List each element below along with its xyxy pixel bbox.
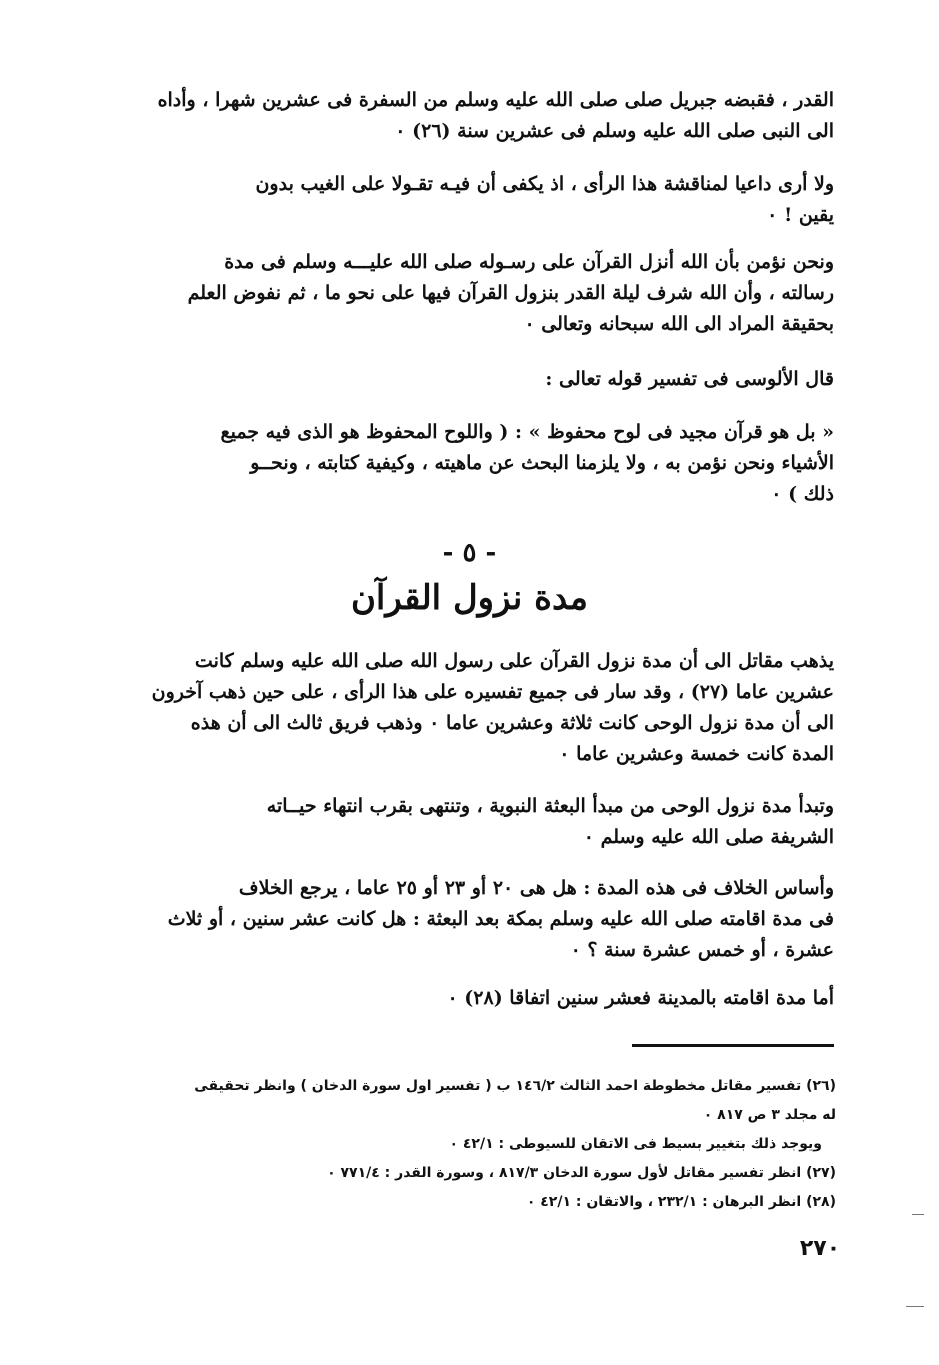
paragraph-3 [92,247,834,340]
paragraph-4 [92,364,834,395]
footnote-line: له مجلد ٣ ص ٨١٧ ٠ [703,1107,836,1123]
text-line: ذلك ) ٠ [771,483,834,505]
text-line: يقين ! ٠ [767,204,834,226]
text-line: ولا أرى داعيا لمناقشة هذا الرأى ، اذ يكفى أن فيـه تقـولا على الغيب بدون [255,173,834,195]
paragraph-8 [92,983,834,1014]
text-line: القدر ، فقبضه جبريل صلى صلى الله عليه وسلم من السفرة فى عشرين شهرا ، وأداه [157,89,834,111]
footnote-line: ويوجد ذلك بتغيير بسيط فى الاتقان للسيوطى : ٤٢/١ ٠ [449,1136,822,1152]
text-line: الى أن مدة نزول الوحى كانت ثلاثة وعشرين عاما ٠ وذهب فريق ثالث الى أن هذه [190,712,834,734]
paragraph-7 [92,873,834,966]
footnote-separator [632,1044,834,1047]
text-line: عشرين عاما (٢٧) ، وقد سار فى جميع تفسيره على هذا الرأى ، على حين ذهب آخرون [151,681,834,703]
footnotes [100,1072,836,1217]
footnote-line: (٢٨) انظر البرهان : ٢٣٢/١ ، والاتقان : ٤٢/١ ٠ [526,1194,836,1210]
text-line: وأساس الخلاف فى هذه المدة : هل هى ٢٠ أو ٢٣ أو ٢٥ عاما ، يرجع الخلاف [238,877,834,899]
text-line: قال الألوسى فى تفسير قوله تعالى : [545,368,834,390]
text-line: عشرة ، أو خمس عشرة سنة ؟ ٠ [570,939,834,961]
text-line: بحقيقة المراد الى الله سبحانه وتعالى ٠ [524,313,834,335]
text-line: يذهب مقاتل الى أن مدة نزول القرآن على رسول الله صلى الله عليه وسلم كانت [194,650,834,672]
text-line: الأشياء ونحن نؤمن به ، ولا يلزمنا البحث عن ماهيته ، وكيفية كتابته ، ونحــو [250,452,834,474]
text-line: أما مدة اقامته بالمدينة فعشر سنين اتفاقا (٢٨) ٠ [447,987,834,1009]
paragraph-2 [92,169,834,231]
margin-mark [912,1214,924,1215]
paragraph-6 [92,791,834,853]
page-number: ٢٧٠ [799,1236,841,1261]
footnote-line: (٢٧) انظر تفسير مقاتل لأول سورة الدخان ٨١٧/٣ ، وسورة القدر : ٧٧١/٤ ٠ [327,1165,836,1181]
text-line: المدة كانت خمسة وعشرين عاما ٠ [559,743,834,765]
section-number: - ٥ - [442,538,497,568]
paragraph-1 [92,85,834,147]
text-line: فى مدة اقامته صلى الله عليه وسلم بمكة بعد البعثة : هل كانت عشر سنين ، أو ثلاث [167,908,834,930]
section-title: مدة نزول القرآن [350,578,589,618]
text-line: « بل هو قرآن مجيد فى لوح محفوظ » : ( واللوح المحفوظ هو الذى فيه جميع [220,421,834,443]
text-line: الشريفة صلى الله عليه وسلم ٠ [583,826,834,848]
text-line: وتبدأ مدة نزول الوحى من مبدأ البعثة النبوية ، وتنتهى بقرب انتهاء حيــاته [266,795,834,817]
text-line: ونحن نؤمن بأن الله أنزل القرآن على رسـوله صلى الله عليـــه وسلم فى مدة [224,251,834,273]
margin-mark [906,1306,924,1307]
text-line: رسالته ، وأن الله شرف ليلة القدر بنزول القرآن فيها على نحو ما ، ثم نفوض العلم [187,282,834,304]
quotation-paragraph [92,417,834,510]
paragraph-5 [92,646,834,770]
footnote-line: (٢٦) تفسير مقاتل مخطوطة احمد الثالث ١٤٦/٢ ب ( تفسير اول سورة الدخان ) وانظر تحقيقى [194,1078,836,1094]
text-line: الى النبى صلى الله عليه وسلم فى عشرين سنة (٢٦) ٠ [395,120,834,142]
